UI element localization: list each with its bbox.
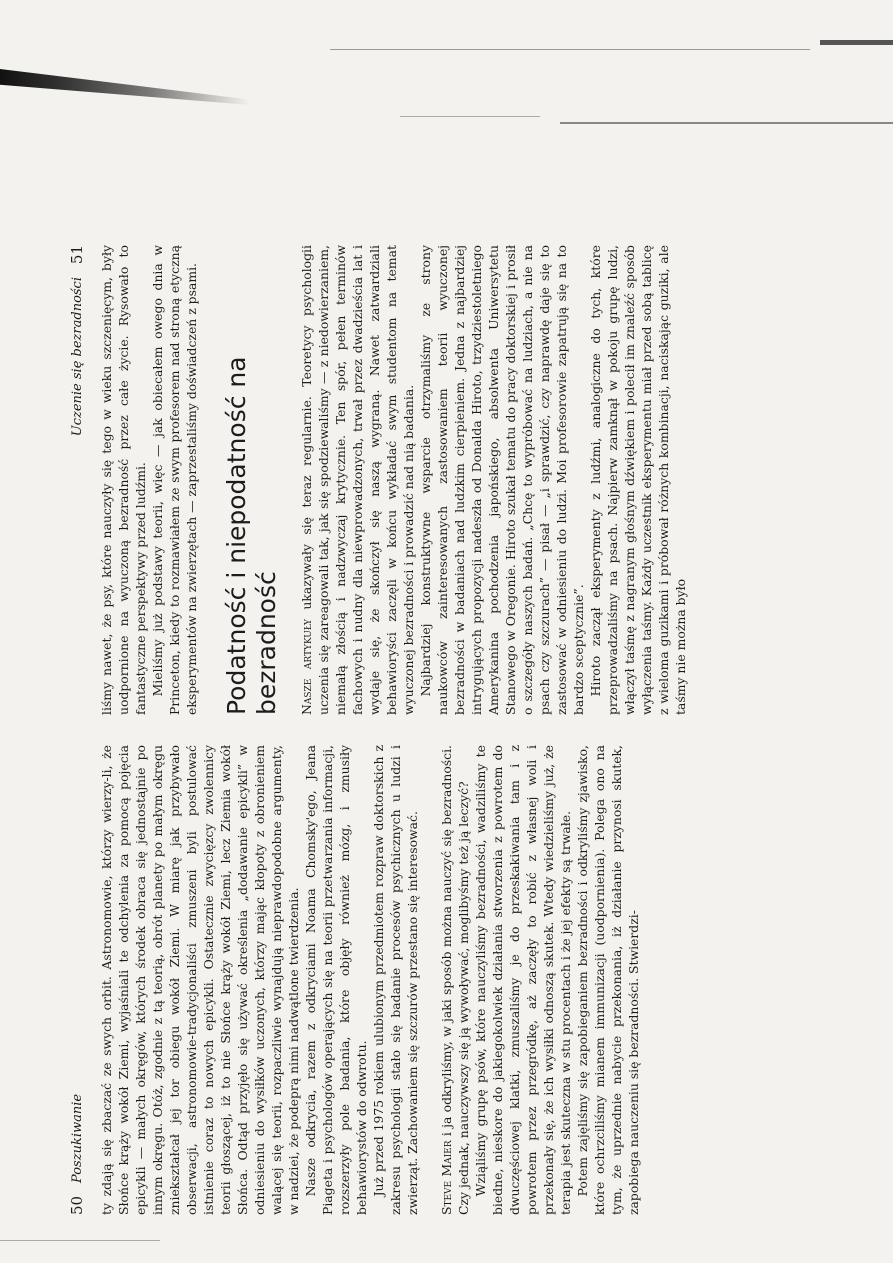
left-running-title: Poszukiwanie <box>70 1093 85 1183</box>
right-page-number: 51 <box>68 245 86 265</box>
scan-line <box>330 49 810 50</box>
paragraph: Wziąliśmy grupę psów, które nauczyliśmy bezradności, wadziliśmy te biedne, nieskore do jakiegokolwiek działania stworzenia z powrotem do dwuczęściowej klatki, zmuszaliśmy je do przeskakiwania tam i z powrotem przez przegródkę, aż zaczęły to robić z własnej woli i przekonały się, że ich wysiłki odnoszą skutek. Wtedy wiedzieliśmy już, że terapia jest skuteczna w stu procentach i że jej efekty są trwałe. <box>473 745 573 1215</box>
left-page-column <box>98 745 858 1215</box>
right-page-column <box>98 245 858 715</box>
paragraph: Nasze artykuły ukazywały się teraz regularnie. Teoretycy psychologii uczenia się zareagowali tak, jak się spodziewaliśmy — z niedowierzaniem, niemałą złością i nadzwyczaj krytycznie. Ten spór, pełen terminów fachowych i nudny dla niewprowadzonych, trwał przez dwadzieścia lat i wydaje się, że skończył się naszą wygraną. Nawet zatwardziali behawioryści zaczęli w końcu wykładać swym studentom na temat wyuczonej bezradności i prowadzić nad nią badania. <box>299 245 416 715</box>
scan-edge-shadow <box>0 60 250 105</box>
paragraph: Już przed 1975 rokiem ulubionym przedmiotem rozpraw doktorskich z zakresu psychologii stało się badanie procesów psychicznych u ludzi i zwierząt. Zachowaniem się szczurów przestano się interesować. <box>371 745 420 1215</box>
left-page-number: 50 <box>68 1195 86 1215</box>
right-running-title: Uczenie się bezradności <box>70 277 85 437</box>
paragraph: Nasze odkrycia, razem z odkryciami Noama Chomsky'ego, Jeana Piageta i psychologów operających się na teorii przetwarzania informacji, rozszerzyły pole badania, które objęły również mózg, i zmusiły behawiorystów do odwrotu. <box>303 745 369 1215</box>
paragraph: ty zdają się zbaczać ze swych orbit. Astronomowie, którzy wierzy-li, że Słońce krąży wokół Ziemi, wyjaśniali te odchylenia za pomocą pojęcia epicykli — małych okręgów, których środek obraca się jednostajnie po innym okręgu. Otóż, zgodnie z tą teorią, obrót planety po małym okręgu zniekształcał jej tor obiegu wokół Ziemi. W miarę jak przybywało obserwacji, astronomowie-tradycjonaliści zmuszeni byli postulować istnienie coraz to nowych epicykli. Ostatecznie zwycięzcy zwolennicy teorii głoszącej, iż to nie Słońce krąży wokół Ziemi, lecz Ziemia wokół Słońca. Odtąd przyjęło się używać określenia „dodawanie epicykli” w odniesieniu do wysiłków uczonych, którzy mając kłopoty z obronieniem walącej się teorii, rozpaczliwie wynajdują nieprawdopodobne argumenty, w nadziei, że podeprą nimi nadwątlone twierdzenia. <box>99 745 301 1215</box>
scan-edge-mark <box>820 40 893 45</box>
section-heading: Podatność i niepodatność na bezradność <box>222 356 281 715</box>
paragraph: Hiroto zaczął eksperymenty z ludźmi, analogiczne do tych, które przeprowadzaliśmy na psach. Najpierw zamknął w pokoju grupę ludzi, włączył taśmę z nagranym głośnym dźwiękiem i polecił im znaleźć sposób wyłączenia taśmy. Każdy uczestnik eksperymentu miał przed sobą tablicę z wieloma guzikami i próbował różnych kombinacji, naciskając guziki, ale taśmy nie można było <box>588 245 688 715</box>
run-in-lead: Nasze artykuły <box>299 619 314 715</box>
paragraph: liśmy nawet, że psy, które nauczyły się tego w wieku szczenięcym, były uodpornione na wyuczoną bezradność przez całe życie. Rysowało to fantastyczne perspektywy przed ludźmi. <box>99 245 148 715</box>
book-spread <box>68 245 862 1215</box>
paragraph: Potem zajęliśmy się zapobieganiem bezradności i odkryliśmy zjawisko, które ochrzciliśmy mianem immunizacji (uodpornienia). Polega ono na tym, że uprzednie nabycie przekonania, iż działanie przynosi skutek, zapobiega nauczeniu się bezradności. Stwierdzi- <box>575 745 641 1215</box>
paragraph: Mieliśmy już podstawy teorii, więc — jak obiecałem owego dnia w Princeton, kiedy to rozmawiałem ze swym profesorem nad stroną etyczną eksperymentów na zwierzętach — zaprzestaliśmy doświadczeń z psami. <box>150 245 199 715</box>
run-in-lead: Steve Maier <box>439 1140 454 1215</box>
paragraph: Steve Maier i ja odkryliśmy, w jaki sposób można nauczyć się bezradności. Czy jednak, nauczywszy się ją wywoływać, moglibyśmy też ją leczyć? <box>439 745 471 1215</box>
scan-line <box>0 1240 160 1241</box>
running-header <box>68 245 90 1215</box>
scan-line <box>400 116 540 117</box>
scan-line <box>560 122 893 124</box>
paragraph: Najbardziej konstruktywne wsparcie otrzymaliśmy ze strony naukowców zainteresowanych zastosowaniem teorii wyuczonej bezradności w badaniach nad ludzkim cierpieniem. Jedna z najbardziej intrygujących propozycji nadeszła od Donalda Hiroto, trzydziestoletniego Amerykanina pochodzenia japońskiego, absolwenta Uniwersytetu Stanowego w Oregonie. Hiroto szukał tematu do pracy doktorskiej i prosił o szczegóły naszych badań. „Chcę to wypróbować na ludziach, a nie na psach czy szczurach” — pisał — „i sprawdzić, czy naprawdę daje się to zastosować w odniesieniu do ludzi. Moi profesorowie zapatrują się na to bardzo sceptycznie”. <box>418 245 586 715</box>
